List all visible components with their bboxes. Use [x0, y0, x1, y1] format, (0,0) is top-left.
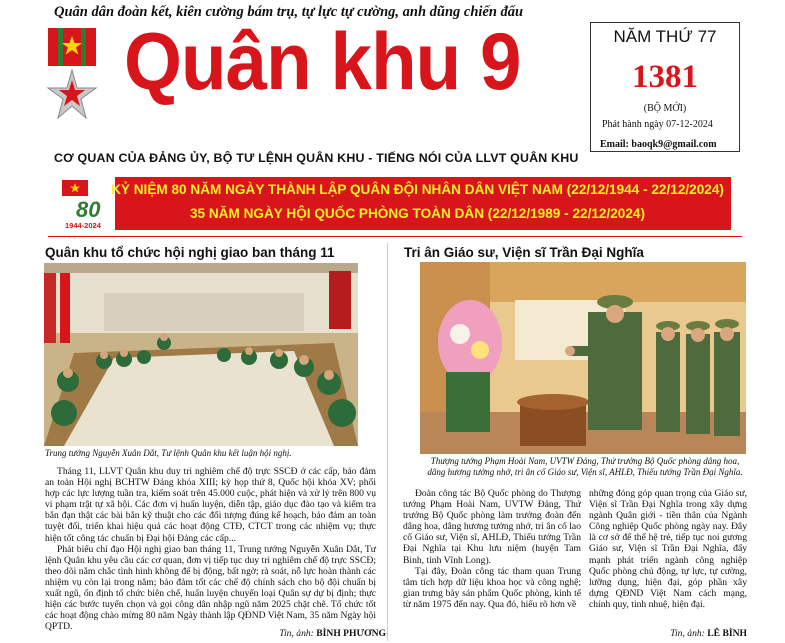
issue-series: (BỘ MỚI): [643, 103, 687, 114]
logo-years: 1944-2024: [65, 221, 101, 230]
military-medal-icon: [40, 26, 104, 136]
right-article-headline[interactable]: Tri ân Giáo sư, Viện sĩ Trần Đại Nghĩa: [404, 245, 644, 260]
left-article-headline[interactable]: Quân khu tổ chức hội nghị giao ban tháng 11: [45, 245, 335, 260]
issue-date: Phát hành ngày 07-12-2024: [602, 119, 713, 130]
left-credit-name: BÌNH PHƯƠNG: [316, 628, 386, 639]
right-credit-name: LÊ BÌNH: [707, 628, 747, 639]
motto: Quân dân đoàn kết, kiên cường bám trụ, tự lực tự cường, anh dũng chiến đấu: [54, 4, 524, 20]
issue-year: NĂM THỨ 77: [613, 27, 717, 46]
masthead-subtitle: CƠ QUAN CỦA ĐẢNG ỦY, BỘ TƯ LỆNH QUÂN KHU - TIẾNG NÓI CỦA LLVT QUÂN KHU: [54, 151, 579, 165]
right-col1-paragraph-1: Đoàn công tác Bộ Quốc phòng do Thượng tướng Phạm Hoài Nam, UVTW Đảng, Thứ trưởng Bộ Quốc phòng làm trưởng đoàn đến dâng hoa, dâng hương tưởng nhớ, tri ân cố lao cố Giáo sư, Viện sĩ, AHLĐ, Thiếu tướng Trần Đại Nghĩa tại Khu lưu niệm (huyện Tam Bình, tỉnh Vĩnh Long).: [403, 488, 581, 566]
left-article-photo: [44, 263, 358, 446]
left-paragraph-1: Tháng 11, LLVT Quân khu duy trì nghiêm chế độ trực SSCĐ ở các cấp, bảo đảm an toàn Hội nghị BCHTW Đảng khóa XIII; kỳ họp thứ 8, Quốc hội khóa XV; phối hợp các lực lượng tuần tra, kiểm soát trên 45.000 cuộc, phát hiện và xử lý trên 800 vụ vi phạm trật tự xã hội. Các đơn vị huấn luyện, diễn tập, giáo dục đào tạo và kiểm tra bắn đạn thật các bài bắn kỹ thuật cho các đối tượng đúng kế hoạch, bảo đảm an toàn tuyệt đối, triển khai hiệu quả các hoạt động CTĐ, CTCT trong các nhiệm vụ; thực hiện tốt công tác chuẩn bị Đại hội Đảng các cấp...: [45, 466, 376, 544]
column-divider: [387, 243, 388, 641]
logo-number: 80: [76, 197, 101, 222]
banner-line-2: 35 NĂM NGÀY HỘI QUỐC PHÒNG TOÀN DÂN (22/12/1989 - 22/12/2024): [189, 206, 646, 221]
right-article-credit: [600, 628, 747, 639]
right-article-photo: [420, 262, 746, 454]
contact-email[interactable]: Email: baoqk9@gmail.com: [600, 139, 717, 150]
issue-number: 1381: [632, 59, 698, 95]
left-article-credit: [200, 628, 386, 639]
right-credit-label: Tin, ảnh:: [670, 628, 705, 639]
right-photo-caption: Thượng tướng Phạm Hoài Nam, UVTW Đảng, Thứ trưởng Bộ Quốc phòng dâng hoa, dâng hương tưởng nhớ, tri ân cố Giáo sư, Viện sĩ, AHLĐ, Thiếu tướng Trần Đại Nghĩa.: [427, 456, 743, 477]
right-col2-paragraph-1: những đóng góp quan trọng của Giáo sư, Viện sĩ Trần Đại Nghĩa trong xây dựng ngành Quân giới - tiền thân của Ngành Công nghiệp Quốc phòng ngày nay. Đây là cơ sở để thế hệ trẻ, tiếp tục noi gương Giáo sư, Viện sĩ Trần Đại Nghĩa, đẩy mạnh phát triển ngành công nghiệp Quốc phòng chủ động, tự lực, tự cường, lưỡng dụng, hiện đại, góp phần xây dựng QĐND Việt Nam cách mạng, chính quy, tinh nhuệ, hiện đại.: [589, 488, 747, 610]
masthead-title: Quân khu 9: [124, 17, 521, 107]
banner-line-1: KỶ NIỆM 80 NĂM NGÀY THÀNH LẬP QUÂN ĐỘI NHÂN DÂN VIỆT NAM (22/12/1944 - 22/12/2024): [111, 182, 724, 197]
left-photo-caption: Trung tướng Nguyễn Xuân Dắt, Tư lệnh Quân khu kết luận hội nghị.: [45, 448, 292, 458]
left-article-body: [45, 466, 376, 632]
left-paragraph-2: Phát biểu chỉ đạo Hội nghị giao ban tháng 11, Trung tướng Nguyễn Xuân Dắt, Tư lệnh Quân khu yêu cầu các cơ quan, đơn vị tiếp tục duy trì nghiêm chế độ trực SSCĐ; theo dõi nắm chắc tình hình không để bị động, bất ngờ; rà soát, nỗ lực hoàn thành các nhiệm vụ còn lại trong năm; bảo đảm tốt các chế độ chính sách cho bộ đội chuẩn bị xuất ngũ, ổn định tổ chức biên chế, huấn luyện chuyển loại Quân sự dự bị định; thực hiện các bước tuyển chọn và gọi công dân nhập ngũ năm 2025 chặt chẽ. Tổ chức tốt các hoạt động chào mừng 80 năm Ngày thành lập QĐND Việt Nam, 35 năm Ngày hội QPTD.: [45, 543, 376, 633]
right-col1-paragraph-2: Tại đây, Đoàn công tác tham quan Trung tâm tích hợp dữ liệu khoa học và công nghệ; gian trưng bày sản phẩm Quốc phòng, kinh tế từ năm 1975 đến nay. Qua đó, hiểu rõ hơn về: [403, 565, 581, 610]
left-credit-label: Tin, ảnh:: [279, 628, 314, 639]
right-article-col1: [403, 488, 581, 610]
anniversary-banner: [60, 177, 731, 230]
header-divider: [48, 236, 742, 237]
right-article-col2: [589, 488, 747, 610]
issue-info-box: [590, 22, 740, 152]
